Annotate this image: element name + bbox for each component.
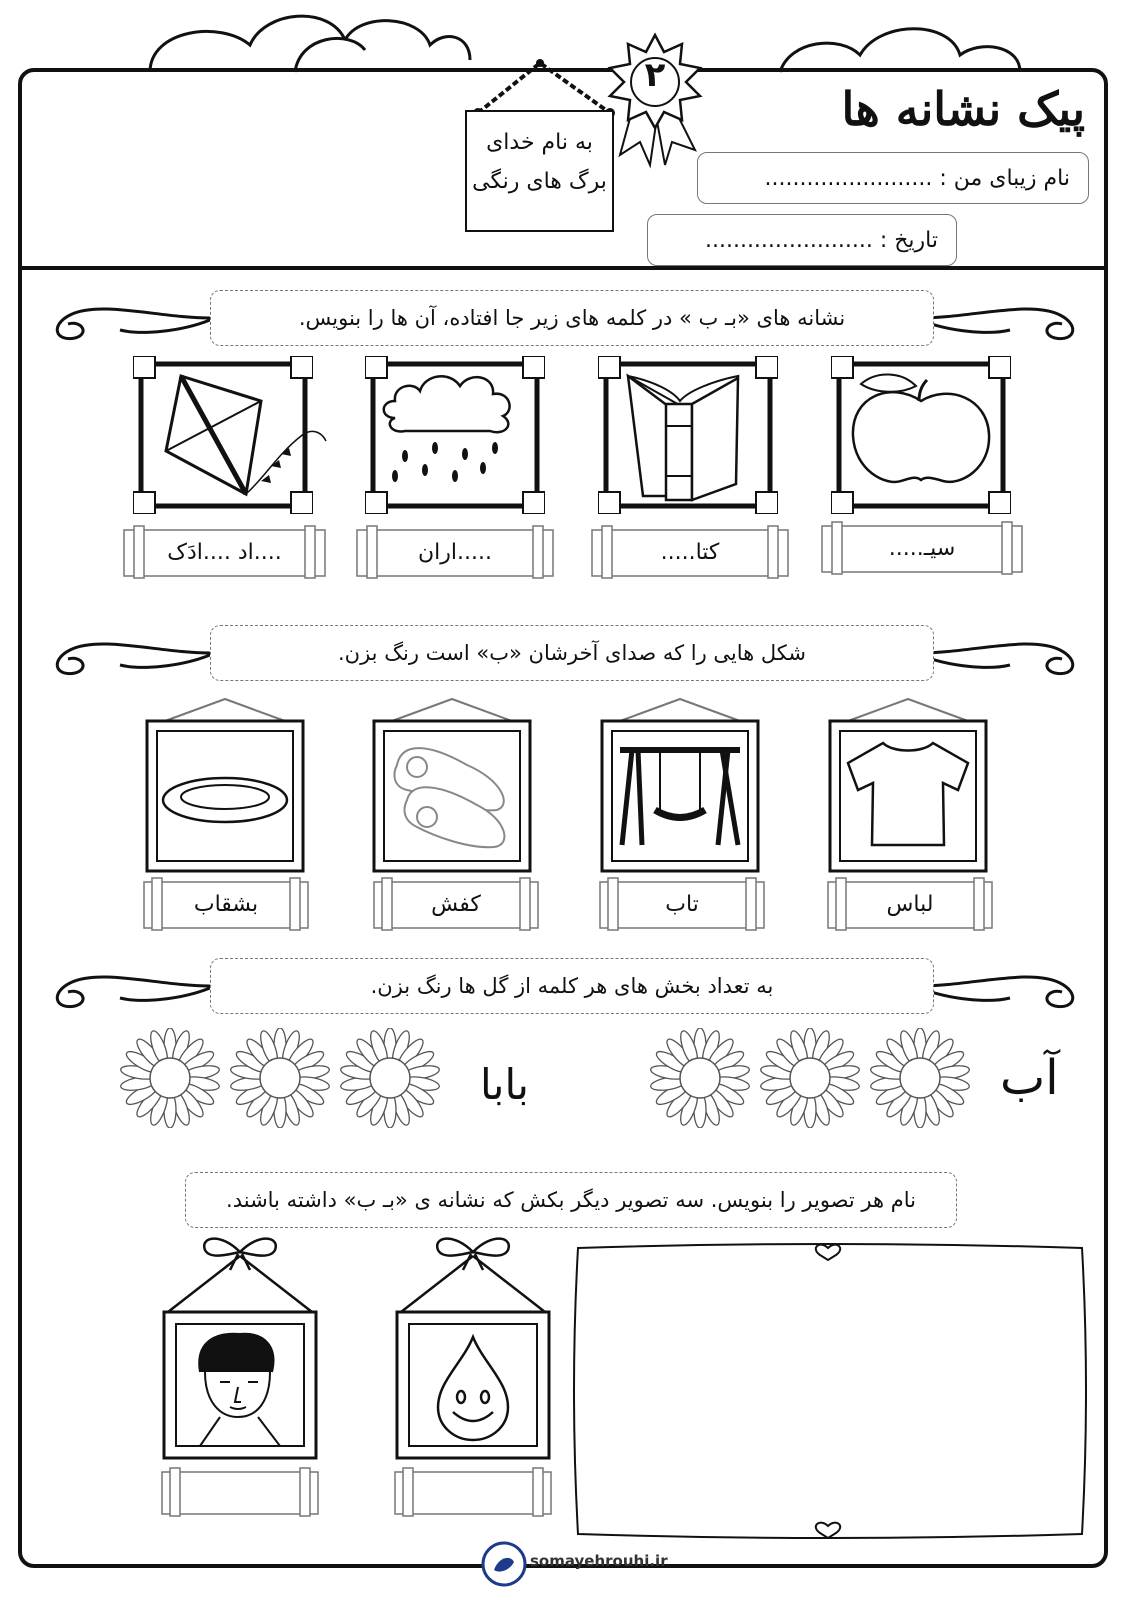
picture-frame-kite (133, 356, 313, 514)
date-field[interactable]: تاریخ : ........................ (647, 214, 957, 266)
flower-icon[interactable] (340, 1028, 440, 1128)
sign-line-2: برگ های رنگی (472, 169, 607, 194)
flower-icon[interactable] (870, 1028, 970, 1128)
flower-icon[interactable] (650, 1028, 750, 1128)
kite-icon (151, 366, 331, 506)
hanging-frame-plate (145, 695, 305, 875)
word-apple: سیـ..... (888, 535, 956, 561)
instruction-1: نشانه های «بـ ب » در کلمه های زیر جا افتاده، آن ها را بنویس. (210, 290, 934, 346)
word-book: کتا..... (660, 539, 720, 565)
website-url[interactable]: somayehrouhi.ir (530, 1552, 668, 1570)
hanging-frame-shirt (828, 695, 988, 875)
hanging-frame-drop (393, 1232, 553, 1462)
instruction-2: شکل هایی را که صدای آخرشان «ب» است رنگ بزن. (210, 625, 934, 681)
instruction-4: نام هر تصویر را بنویس. سه تصویر دیگر بکش که نشانه ی «بـ ب» داشته باشند. (185, 1172, 957, 1228)
word-ab: آب (1000, 1050, 1059, 1106)
book-icon (598, 356, 778, 514)
word-rain: .....اران (418, 539, 492, 565)
apple-icon (831, 356, 1011, 514)
instruction-3: به تعداد بخش های هر کلمه از گل ها رنگ بزن. (210, 958, 934, 1014)
word-baba: بابا (480, 1060, 529, 1109)
flower-icon[interactable] (120, 1028, 220, 1128)
picture-frame-rain (365, 356, 545, 514)
flower-group-baba (120, 1028, 460, 1138)
picture-frame-apple (831, 356, 1011, 514)
hanging-sign (465, 110, 614, 232)
wood-plank-man (160, 1466, 320, 1518)
word-shirt: لباس (886, 891, 934, 917)
flower-group-ab (650, 1028, 990, 1138)
wood-plank-drop (393, 1466, 553, 1518)
sign-line-1: به نام خدای (486, 130, 593, 155)
flower-icon[interactable] (760, 1028, 860, 1128)
drawing-area[interactable] (570, 1240, 1090, 1542)
hanging-frame-shoes (372, 695, 532, 875)
flower-icon[interactable] (230, 1028, 330, 1128)
word-swing: تاب (665, 891, 699, 917)
picture-frame-book (598, 356, 778, 514)
plate-icon (163, 778, 287, 822)
site-logo-icon (480, 1540, 528, 1588)
word-plate: بشقاب (193, 891, 259, 917)
word-kite: ....اد ....ادَک (167, 539, 282, 565)
name-field[interactable]: نام زیبای من : ........................ (697, 152, 1089, 204)
badge-number: ۲ (644, 55, 666, 95)
hanging-frame-man (160, 1232, 320, 1462)
hanging-frame-swing (600, 695, 760, 875)
rain-cloud-icon (365, 356, 545, 514)
page-title: پیک نشانه ها (841, 82, 1085, 136)
word-shoes: کفش (431, 891, 481, 917)
